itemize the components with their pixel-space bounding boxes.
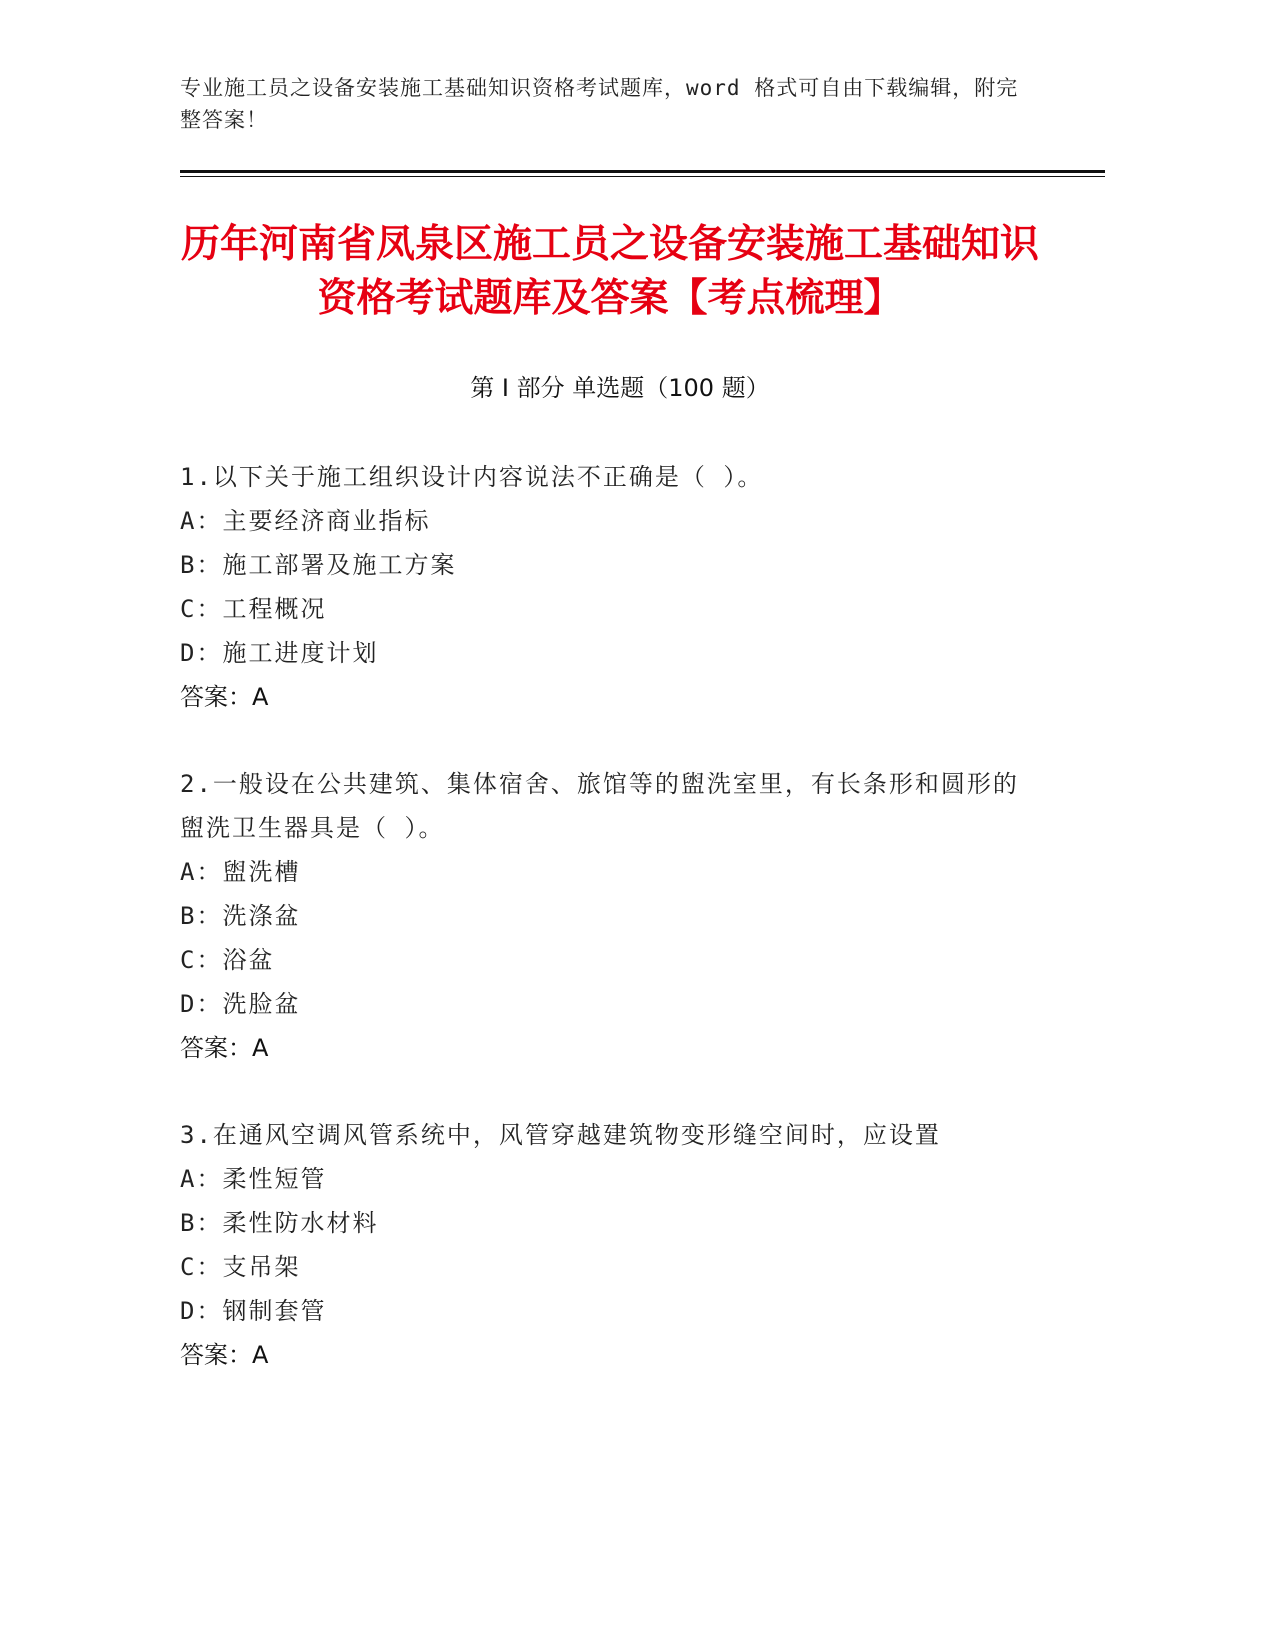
question-1 bbox=[180, 455, 1040, 719]
question-list bbox=[180, 455, 1040, 1420]
question-2 bbox=[180, 762, 1040, 1070]
option-c: C：支吊架 bbox=[180, 1253, 301, 1281]
option-d: D：钢制套管 bbox=[180, 1297, 327, 1325]
header-divider-thick bbox=[180, 170, 1105, 173]
option-a: A：盥洗槽 bbox=[180, 858, 301, 886]
header-note: 专业施工员之设备安装施工基础知识资格考试题库，word 格式可自由下载编辑，附完整答案！ bbox=[180, 76, 1019, 132]
answer: 答案：A bbox=[180, 1034, 269, 1062]
question-stem: 3.在通风空调风管系统中，风管穿越建筑物变形缝空间时，应设置 bbox=[180, 1121, 941, 1149]
option-c: C：工程概况 bbox=[180, 595, 327, 623]
option-d: D：洗脸盆 bbox=[180, 990, 301, 1018]
answer: 答案：A bbox=[180, 1341, 269, 1369]
section-title: 第 I 部分 单选题（100 题） bbox=[470, 374, 770, 402]
question-stem: 2.一般设在公共建筑、集体宿舍、旅馆等的盥洗室里，有长条形和圆形的盥洗卫生器具是（ ）。 bbox=[180, 770, 1019, 842]
option-c: C：浴盆 bbox=[180, 946, 275, 974]
option-a: A：主要经济商业指标 bbox=[180, 507, 431, 535]
question-stem: 1.以下关于施工组织设计内容说法不正确是（ ）。 bbox=[180, 463, 764, 491]
option-b: B：施工部署及施工方案 bbox=[180, 551, 457, 579]
question-3 bbox=[180, 1113, 1040, 1377]
option-a: A：柔性短管 bbox=[180, 1165, 327, 1193]
document-title: 历年河南省凤泉区施工员之设备安装施工基础知识资格考试题库及答案【考点梳理】 bbox=[180, 222, 1039, 321]
option-b: B：洗涤盆 bbox=[180, 902, 301, 930]
answer: 答案：A bbox=[180, 683, 269, 711]
option-b: B：柔性防水材料 bbox=[180, 1209, 379, 1237]
header-divider-thin bbox=[180, 176, 1105, 177]
option-d: D：施工进度计划 bbox=[180, 639, 379, 667]
